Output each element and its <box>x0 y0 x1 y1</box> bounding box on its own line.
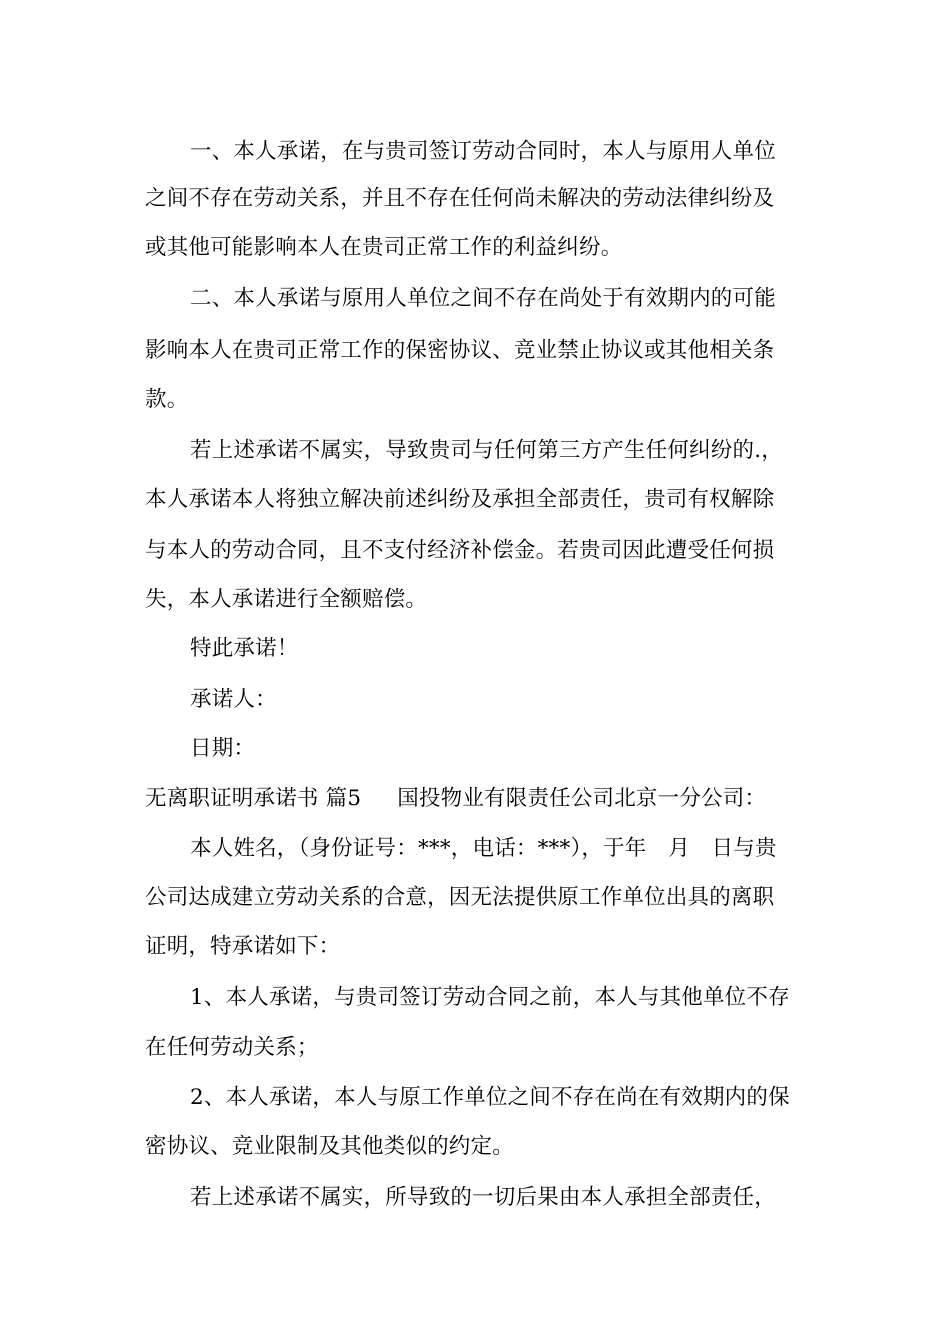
paragraph-line: 或其他可能影响本人在贵司正常工作的利益纠纷。 <box>145 235 623 260</box>
paragraph-line: 若上述承诺不属实，导致贵司与任何第三方产生任何纠纷的.， <box>190 438 783 463</box>
paragraph-line: 一、本人承诺，在与贵司签订劳动合同时，本人与原用人单位 <box>190 139 776 164</box>
paragraph-line: 二、本人承诺与原用人单位之间不存在尚处于有效期内的可能 <box>190 286 776 311</box>
paragraph-line: 证明，特承诺如下： <box>145 934 341 959</box>
closing-statement: 特此承诺！ <box>190 636 299 661</box>
signer-label: 承诺人： <box>190 687 277 712</box>
paragraph-line: 之间不存在劳动关系，并且不存在任何尚未解决的劳动法律纠纷及 <box>145 186 775 211</box>
paragraph-line: 本人承诺本人将独立解决前述纠纷及承担全部责任，贵司有权解除 <box>145 487 775 512</box>
section-title: 无离职证明承诺书 篇5 <box>145 786 362 811</box>
paragraph-line: 失，本人承诺进行全额赔偿。 <box>145 587 428 612</box>
paragraph-line: 本人姓名，（身份证号：***，电话：***），于年 月 日与贵 <box>190 836 777 861</box>
paragraph-line: 1、本人承诺，与贵司签订劳动合同之前，本人与其他单位不存 <box>190 985 790 1010</box>
paragraph-line: 若上述承诺不属实，所导致的一切后果由本人承担全部责任， <box>190 1185 776 1210</box>
addressee: 国投物业有限责任公司北京一分公司： <box>397 786 767 811</box>
paragraph-line: 密协议、竞业限制及其他类似的约定。 <box>145 1134 514 1159</box>
paragraph-line: 2、本人承诺，本人与原工作单位之间不存在尚在有效期内的保 <box>190 1085 790 1110</box>
paragraph-line: 影响本人在贵司正常工作的保密协议、竞业禁止协议或其他相关条 <box>145 338 775 363</box>
paragraph-line: 公司达成建立劳动关系的合意，因无法提供原工作单位出具的离职 <box>145 885 775 910</box>
paragraph-line: 与本人的劳动合同，且不支付经济补偿金。若贵司因此遭受任何损 <box>145 538 775 563</box>
paragraph-line: 在任何劳动关系； <box>145 1035 319 1060</box>
paragraph-line: 款。 <box>145 387 189 412</box>
section-heading <box>145 784 766 814</box>
date-label: 日期： <box>190 736 256 761</box>
